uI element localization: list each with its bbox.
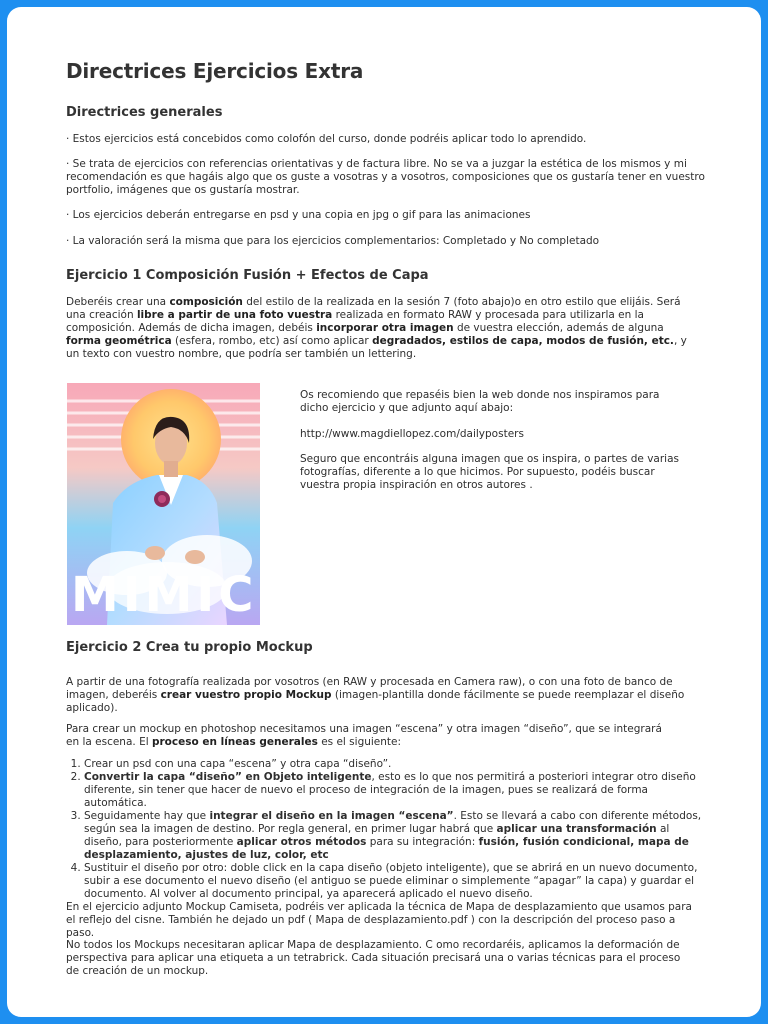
ex1-side-p2: Seguro que encontráis alguna imagen que os inspira, o partes de varias fotografías, diferente a lo que hicimos. Por supuesto, podéis buscar vuestra propia inspiración en otros autores .: [300, 453, 679, 491]
bold-phrase: libre a partir de una foto vuestra: [136, 309, 333, 321]
process-steps: [66, 758, 710, 901]
bold-phrase: Convertir la capa “diseño” en Objeto inteligente: [84, 771, 372, 783]
ex2-p3: En el ejercicio adjunto Mockup Camiseta, podréis ver aplicada la técnica de Mapa de desplazamiento que usamos para el reflejo del cisne. También he dejado un pdf ( Mapa de desplazamiento.pdf ) con la descripción del proceso paso a paso.: [66, 901, 692, 939]
ex1-intro: Deberéis crear una composición del estilo de la realizada en la sesión 7 (foto abajo)o en otro estilo que elijáis. Será una creación libre a partir de una foto vuestra realizada en formato RAW y procesada para utilizarla en la composición. Además de dicha imagen, debéis incorporar otra imagen de vuestra elección, además de alguna forma geométrica (esfera, rombo, etc) así como aplicar degradados, estilos de capa, modos de fusión, etc., y un texto con vuestro nombre, que podría ser también un lettering.: [66, 296, 687, 360]
general-p4: · La valoración será la misma que para los ejercicios complementarios: Completado y No completado: [66, 235, 600, 247]
step-3: 3. Seguidamente hay que integrar el diseño en la imagen “escena”. Esto se llevará a cabo con diferente métodos, según sea la imagen de destino. Por regla general, en primer lugar habrá que aplicar una transformación al diseño, para posteriormente aplicar otros métodos para su integración: fusión, fusión condicional, mapa de desplazamiento, ajustes de luz, color, etc: [84, 810, 710, 862]
general-p3: · Los ejercicios deberán entregarse en psd y una copia en jpg o gif para las animaciones: [66, 209, 531, 221]
general-p1: · Estos ejercicios está concebidos como colofón del curso, donde podréis aplicar todo lo aprendido.: [66, 133, 587, 145]
bold-phrase: aplicar otros métodos: [236, 836, 367, 848]
ex1-heading: Ejercicio 1 Composición Fusión + Efectos de Capa: [66, 268, 429, 283]
bold-phrase: crear vuestro propio Mockup: [160, 689, 332, 701]
step-4: 4. Sustituir el diseño por otro: doble click en la capa diseño (objeto inteligente), que se abrirá en un nuevo documento, subir a ese documento el nuevo diseño (el antiguo se puede eliminar o simplemente “apagar” la capa) y guardar el documento. Al volver al documento principal, ya aparecerá aplicado el nuevo diseño.: [84, 862, 710, 901]
bold-phrase: forma geométrica: [66, 335, 172, 347]
bold-phrase: composición: [169, 296, 243, 308]
general-heading: Directrices generales: [66, 105, 223, 120]
ex1-side-p1: Os recomiendo que repaséis bien la web donde nos inspiramos para dicho ejercicio y que adjunto aquí abajo:: [300, 389, 660, 414]
general-p2: · Se trata de ejercicios con referencias orientativas y de factura libre. No se va a juzgar la estética de los mismos y mi recomendación es que hagáis algo que os guste a vosotras y a vosotros, composiciones que os gustaría tener en vuestro portfolio, imágenes que os gustaría mostrar.: [66, 158, 705, 196]
bold-phrase: fusión, fusión condicional, mapa de desplazamiento, ajustes de luz, color, etc: [84, 836, 689, 861]
poster-image: [67, 383, 260, 625]
ex2-p2: Para crear un mockup en photoshop necesitamos una imagen “escena” y otra imagen “diseño”, que se integrará en la escena. El proceso en líneas generales es el siguiente:: [66, 723, 662, 748]
ex2-p4: No todos los Mockups necesitaran aplicar Mapa de desplazamiento. C omo recordaréis, aplicamos la deformación de perspectiva para aplicar una etiqueta a un tetrabrick. Cada situación precisará una o varias técnicas para el proceso de creación de un mockup.: [66, 939, 681, 977]
poster-title: MIMIC: [71, 567, 258, 623]
step-2: 2. Convertir la capa “diseño” en Objeto inteligente, esto es lo que nos permitirá a posteriori integrar otro diseño diferente, sin tener que hacer de nuevo el proceso de integración de la imagen, pues se realizará de forma automática.: [84, 771, 710, 810]
page-title: Directrices Ejercicios Extra: [66, 59, 364, 83]
bold-phrase: proceso en líneas generales: [151, 736, 318, 748]
ex2-p1: A partir de una fotografía realizada por vosotros (en RAW y procesada en Camera raw), o con una foto de banco de imagen, deberéis crear vuestro propio Mockup (imagen-plantilla donde fácilmente se puede reemplazar el diseño aplicado).: [66, 676, 685, 714]
bold-phrase: integrar el diseño en la imagen “escena”: [209, 810, 454, 822]
bold-phrase: incorporar otra imagen: [316, 322, 454, 334]
ex2-heading: Ejercicio 2 Crea tu propio Mockup: [66, 640, 313, 655]
bold-phrase: aplicar una transformación: [496, 823, 657, 835]
document-page: [7, 7, 761, 1017]
ex1-url: http://www.magdiellopez.com/dailyposters: [300, 428, 524, 440]
bold-phrase: degradados, estilos de capa, modos de fusión, etc.: [372, 335, 674, 347]
step-1: 1. Crear un psd con una capa “escena” y otra capa “diseño”.: [84, 758, 710, 771]
